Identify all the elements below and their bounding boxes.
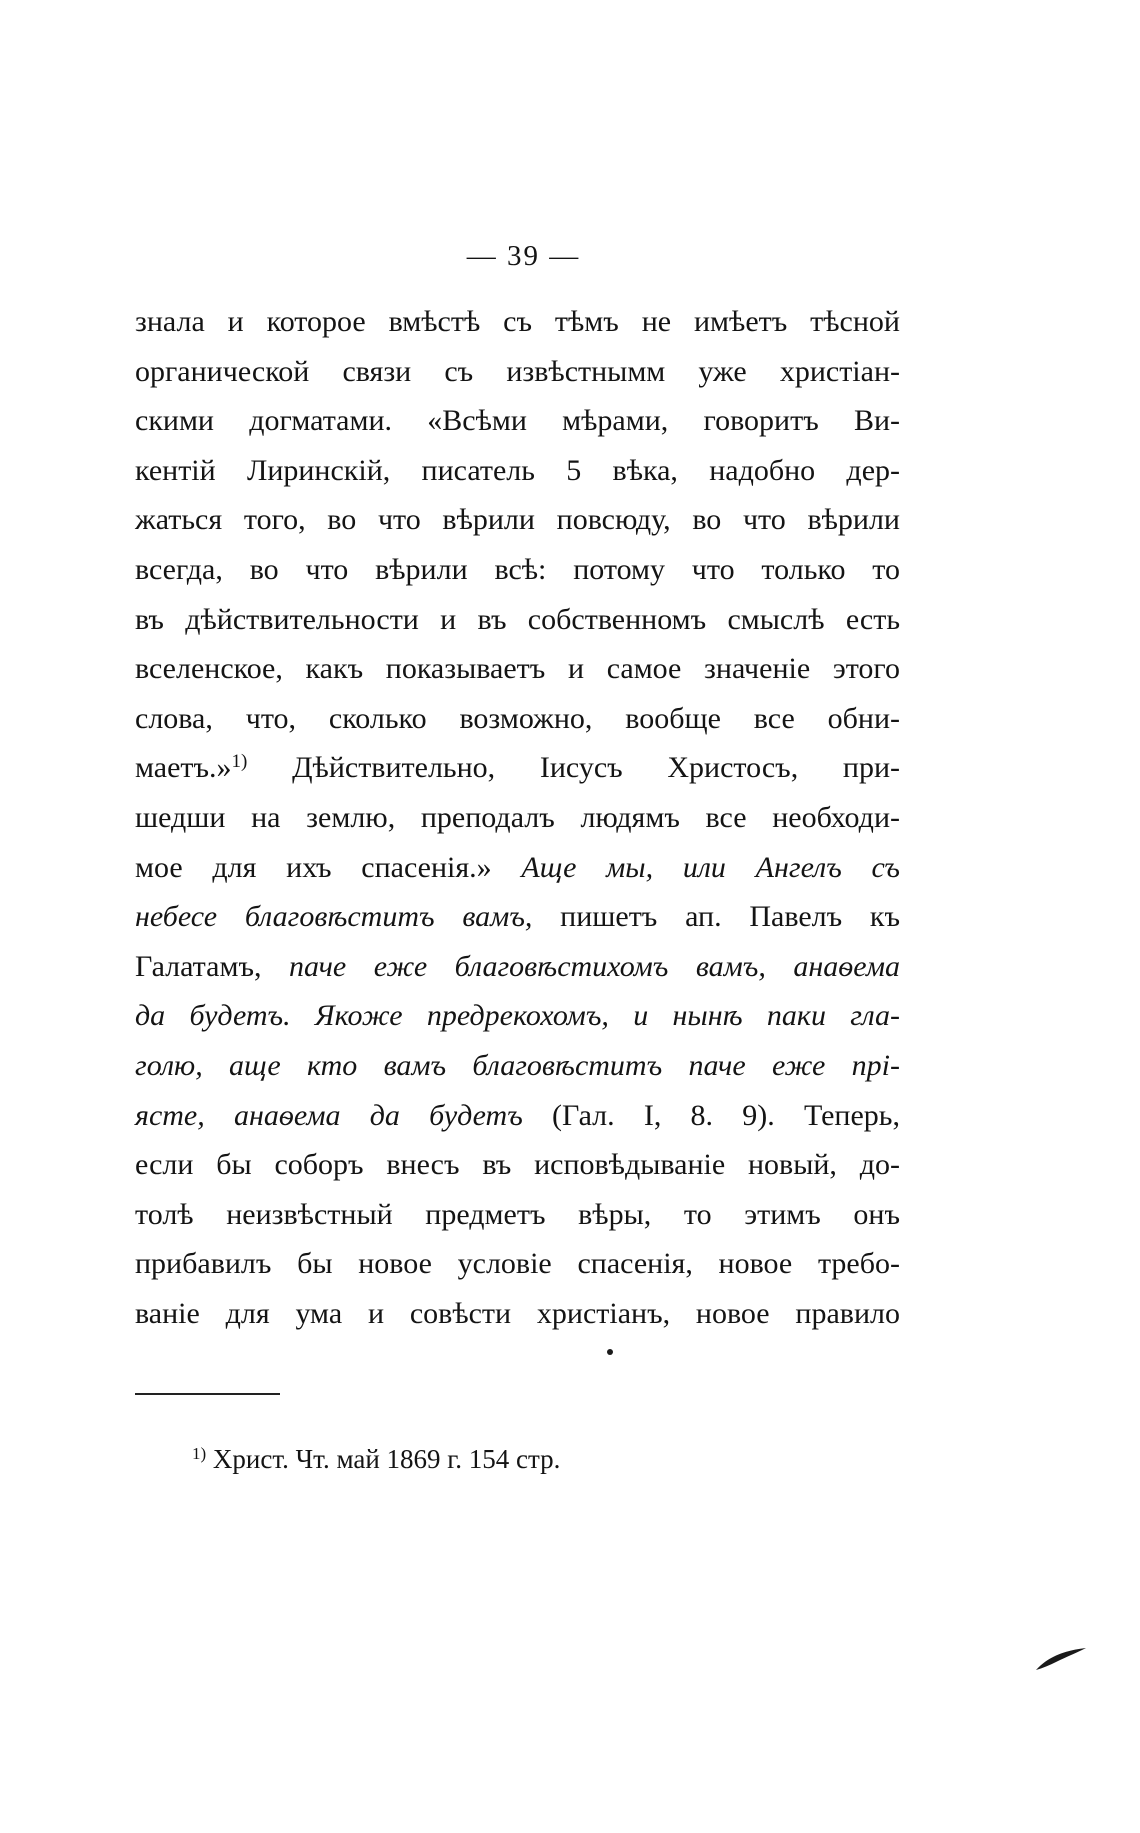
text-run: скими догматами. «Всѣми мѣрами, говоритъ Ви-: [135, 404, 900, 438]
text-line: [135, 991, 900, 1041]
text-line: [135, 347, 900, 397]
text-run: органической связи съ извѣстнымм уже христіан-: [135, 354, 900, 388]
text-line: [135, 396, 900, 446]
text-run: шедши на землю, преподалъ людямъ все необходи-: [135, 800, 900, 834]
text-run: Галатамъ,: [135, 949, 289, 983]
text-run: толѣ неизвѣстный предметъ вѣры, то этимъ онъ: [135, 1197, 900, 1231]
italic-run: паче еже благовѣстихомъ вамъ, анаѳема: [289, 949, 900, 983]
text-run: прибавилъ бы новое условіе спасенія, новое требо-: [135, 1247, 900, 1281]
text-run: вселенское, какъ показываетъ и самое значеніе этого: [135, 652, 900, 686]
text-line: [135, 1140, 900, 1190]
text-line: [135, 694, 900, 744]
text-run: (Гал. I, 8. 9). Теперь,: [522, 1098, 900, 1132]
italic-run: ясте, анаѳема да будетъ: [135, 1098, 523, 1132]
italic-run: да будетъ. Якоже предрекохомъ, и нынѣ паки гла-: [135, 999, 900, 1033]
text-run: ваніе для ума и совѣсти христіанъ, новое правило: [135, 1296, 900, 1330]
text-line: [135, 297, 900, 347]
footnote-marker: 1): [192, 1444, 207, 1463]
footnote: [192, 1441, 560, 1477]
text-line: [135, 446, 900, 496]
text-line: [135, 743, 900, 793]
ink-dot: [607, 1349, 613, 1355]
text-line: [135, 545, 900, 595]
footnote-text: Христ. Чт. май 1869 г. 154 стр.: [206, 1444, 561, 1474]
text-line: [135, 1091, 900, 1141]
text-run: кентій Лиринскій, писатель 5 вѣка, надобно дер-: [135, 453, 900, 487]
footnote-rule: [135, 1393, 280, 1395]
text-run: всегда, во что вѣрили всѣ: потому что только то: [135, 552, 900, 586]
text-run: если бы соборъ внесъ въ исповѣдываніе новый, до-: [135, 1148, 900, 1182]
text-line: [135, 1190, 900, 1240]
text-line: [135, 1239, 900, 1289]
page-number: — 39 —: [466, 240, 581, 272]
text-run: въ дѣйствительности и въ собственномъ смыслѣ есть: [135, 602, 900, 636]
text-line: [135, 942, 900, 992]
text-line: [135, 793, 900, 843]
text-line: [135, 595, 900, 645]
text-run: знала и которое вмѣстѣ съ тѣмъ не имѣетъ тѣсной: [135, 305, 900, 338]
text-line: [135, 644, 900, 694]
footnote-reference: 1): [231, 751, 248, 773]
text-run: пишетъ ап. Павелъ къ: [532, 900, 900, 934]
italic-run: Аще мы, или Ангелъ съ: [521, 850, 901, 884]
text-run: маетъ.»: [135, 751, 232, 785]
text-line: [135, 1289, 900, 1339]
ink-scribble-mark: [1034, 1645, 1089, 1673]
body-text: [135, 297, 900, 1338]
text-run: жаться того, во что вѣрили повсюду, во что вѣрили: [135, 503, 900, 537]
text-line: [135, 495, 900, 545]
text-run: мое для ихъ спасенія.»: [135, 850, 522, 884]
text-run: слова, что, сколько возможно, вообще все обни-: [135, 701, 900, 735]
text-line: [135, 892, 900, 942]
text-line: [135, 1041, 900, 1091]
text-line: [135, 843, 900, 893]
italic-run: небесе благовѣститъ вамъ,: [135, 900, 533, 934]
text-run: Дѣйствительно, Іисусъ Христосъ, при-: [247, 751, 900, 785]
italic-run: голю, аще кто вамъ благовѣститъ паче еже прі-: [135, 1048, 900, 1082]
